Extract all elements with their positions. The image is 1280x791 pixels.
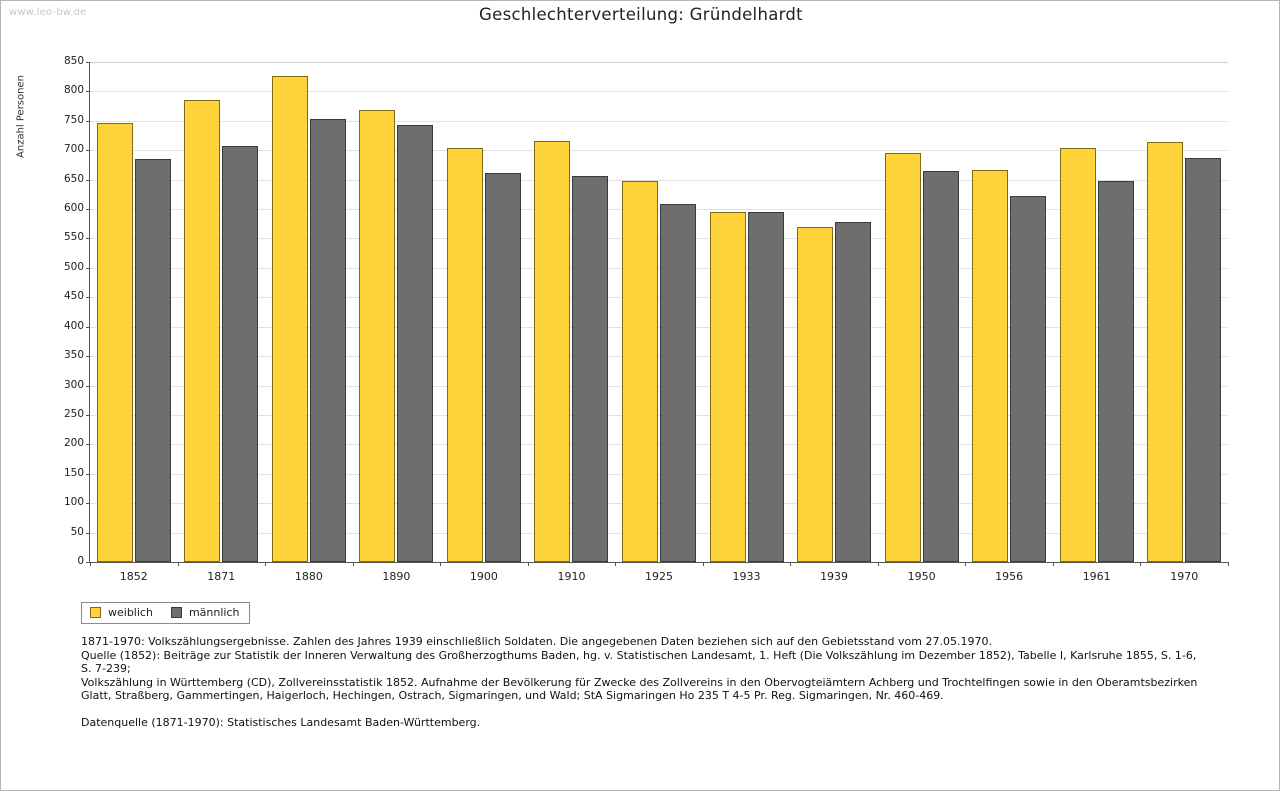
y-axis-tick-label: 850	[63, 55, 84, 67]
x-axis-tick-mark	[440, 562, 441, 566]
y-axis-tick-mark	[86, 62, 90, 63]
bar-maennlich[interactable]	[397, 125, 433, 562]
y-axis-tick-label: 700	[63, 143, 84, 156]
bar-weiblich[interactable]	[1147, 142, 1183, 562]
grid-line	[90, 533, 1228, 534]
y-axis-tick-mark	[86, 356, 90, 357]
legend-label: weiblich	[108, 606, 153, 619]
plot-area	[63, 55, 1228, 583]
y-axis-tick-mark	[86, 444, 90, 445]
grid-line	[90, 297, 1228, 298]
grid-line	[90, 209, 1228, 210]
y-axis-tick-mark	[86, 415, 90, 416]
x-axis-tick-label: 1933	[732, 570, 761, 583]
x-axis-tick-label: 1925	[645, 570, 673, 583]
bar-maennlich[interactable]	[660, 204, 696, 562]
x-axis-tick-mark	[178, 562, 179, 566]
y-axis-tick-mark	[86, 180, 90, 181]
footnote-line: Quelle (1852): Beiträge zur Statistik der Inneren Verwaltung des Großherzogthums Baden, hg. v. Statistischen Landesamt, 1. Heft (Die Volkszählung im Dezember 1852), Tabelle I, Karlsruhe 1855, S. 1-6, S. 7-239;	[81, 648, 1197, 676]
y-axis-tick-label: 300	[63, 378, 84, 391]
x-axis-tick-mark	[90, 562, 91, 566]
x-axis-tick-label: 1880	[294, 570, 323, 583]
y-axis-tick-mark	[86, 91, 90, 92]
x-axis-tick-mark	[965, 562, 966, 566]
x-axis-tick-mark	[1140, 562, 1141, 566]
bar-weiblich[interactable]	[622, 181, 658, 562]
grid-line	[90, 150, 1228, 151]
grid-line	[90, 327, 1228, 328]
y-axis-tick-mark	[86, 327, 90, 328]
y-axis-tick-mark	[86, 268, 90, 269]
bar-weiblich[interactable]	[885, 153, 921, 562]
x-axis-tick-mark	[878, 562, 879, 566]
grid-line	[90, 268, 1228, 269]
x-axis-tick-mark	[1228, 562, 1229, 566]
x-axis-tick-label: 1939	[820, 570, 849, 583]
y-axis-tick-mark	[86, 474, 90, 475]
grid-line	[90, 62, 1228, 63]
footnote-line: 1871-1970: Volkszählungsergebnisse. Zahlen des Jahres 1939 einschließlich Soldaten. Die angegebenen Daten beziehen sich auf den Gebietsstand vom 27.05.1970.	[81, 635, 992, 648]
y-axis-tick-mark	[86, 209, 90, 210]
grid-line	[90, 415, 1228, 416]
bar-weiblich[interactable]	[534, 141, 570, 562]
bar-maennlich[interactable]	[222, 146, 258, 562]
x-axis-tick-mark	[265, 562, 266, 566]
page-title: Geschlechterverteilung: Gründelhardt	[479, 5, 803, 24]
x-axis-tick-mark	[353, 562, 354, 566]
x-axis-tick-label: 1950	[907, 570, 936, 583]
bar-maennlich[interactable]	[572, 176, 608, 562]
footnote-line: Datenquelle (1871-1970): Statistisches Landesamt Baden-Württemberg.	[81, 715, 481, 729]
bar-weiblich[interactable]	[272, 76, 308, 562]
footnotes	[81, 635, 1201, 730]
legend-label: männlich	[188, 606, 240, 619]
y-axis-tick-label: 50	[70, 525, 84, 538]
grid-line	[90, 180, 1228, 181]
bar-maennlich[interactable]	[1098, 181, 1134, 562]
watermark: www.leo-bw.de	[9, 7, 87, 18]
y-axis-tick-label: 500	[63, 260, 84, 273]
x-axis-tick-label: 1910	[557, 570, 586, 583]
legend-item-weiblich[interactable]	[90, 606, 153, 619]
bar-maennlich[interactable]	[835, 222, 871, 562]
y-axis-tick-label: 750	[63, 113, 84, 126]
bar-maennlich[interactable]	[1010, 196, 1046, 562]
grid-line	[90, 356, 1228, 357]
grid-line	[90, 474, 1228, 475]
bar-weiblich[interactable]	[184, 100, 220, 562]
y-axis-tick-mark	[86, 386, 90, 387]
bar-weiblich[interactable]	[1060, 148, 1096, 562]
bar-maennlich[interactable]	[485, 173, 521, 562]
y-axis-tick-label: 100	[63, 496, 84, 509]
bar-maennlich[interactable]	[748, 212, 784, 562]
y-axis-tick-mark	[86, 121, 90, 122]
y-axis-tick-label: 150	[63, 466, 84, 479]
y-axis-tick-mark	[86, 150, 90, 151]
bar-weiblich[interactable]	[97, 123, 133, 562]
y-axis-tick-label: 200	[63, 437, 84, 450]
grid-line	[90, 444, 1228, 445]
legend-swatch-icon	[90, 607, 101, 618]
legend	[81, 602, 250, 624]
bar-maennlich[interactable]	[1185, 158, 1221, 562]
y-axis-tick-label: 400	[63, 319, 84, 332]
x-axis-tick-label: 1852	[119, 570, 148, 583]
y-axis-tick-label: 250	[63, 407, 84, 420]
grid-line	[90, 386, 1228, 387]
x-axis-tick-label: 1900	[469, 570, 498, 583]
x-axis-tick-label: 1871	[207, 570, 236, 583]
x-axis-tick-mark	[790, 562, 791, 566]
y-axis-tick-label: 0	[77, 555, 84, 567]
grid-line	[90, 91, 1228, 92]
x-axis-tick-mark	[528, 562, 529, 566]
y-axis-tick-label: 600	[63, 202, 84, 215]
bar-weiblich[interactable]	[972, 170, 1008, 562]
y-axis-tick-mark	[86, 297, 90, 298]
legend-swatch-icon	[171, 607, 182, 618]
x-axis-tick-label: 1970	[1170, 570, 1199, 583]
bar-maennlich[interactable]	[135, 159, 171, 562]
y-axis-tick-label: 650	[63, 172, 84, 185]
x-axis-tick-mark	[615, 562, 616, 566]
x-axis-tick-label: 1961	[1082, 570, 1111, 583]
y-axis-tick-mark	[86, 238, 90, 239]
y-axis-tick-mark	[86, 533, 90, 534]
x-axis-tick-mark	[703, 562, 704, 566]
y-axis-tick-label: 800	[63, 84, 84, 97]
bar-weiblich[interactable]	[797, 227, 833, 562]
y-axis-tick-label: 450	[63, 290, 84, 303]
x-axis-tick-mark	[1053, 562, 1054, 566]
y-axis-tick-mark	[86, 503, 90, 504]
y-axis-tick-label: 550	[63, 231, 84, 244]
y-axis-label: Anzahl Personen	[15, 75, 27, 158]
legend-item-maennlich[interactable]	[171, 606, 240, 619]
y-axis-tick-label: 350	[63, 349, 84, 362]
grid-line	[90, 121, 1228, 122]
grid-line	[90, 238, 1228, 239]
footnote-line: Volkszählung in Württemberg (CD), Zollvereinsstatistik 1852. Aufnahme der Bevölkerung für Zwecke des Zollvereins in den Obervogteiämtern Achberg und Trochtelfingen sowie in den Oberamtsbezirken Glatt, Straßberg, Gammertingen, Haigerloch, Hechingen, Ostrach, Sigmaringen, und Wald; StA Sigmaringen Ho 235 T 4-5 Pr. Reg. Sigmaringen, Nr. 460-469.	[81, 675, 1198, 703]
bar-maennlich[interactable]	[923, 171, 959, 562]
bar-weiblich[interactable]	[710, 212, 746, 562]
x-axis-tick-label: 1890	[382, 570, 411, 583]
bar-weiblich[interactable]	[359, 110, 395, 562]
grid-line	[90, 503, 1228, 504]
bar-maennlich[interactable]	[310, 119, 346, 562]
x-axis-tick-label: 1956	[995, 570, 1024, 583]
bar-weiblich[interactable]	[447, 148, 483, 562]
